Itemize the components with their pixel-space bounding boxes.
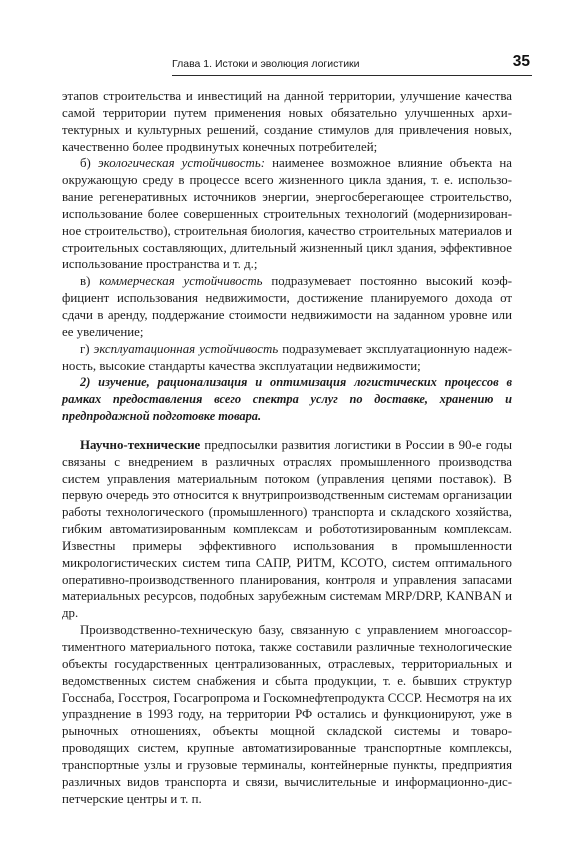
paragraph-commercial: [62, 273, 512, 340]
paragraph-operational: [62, 341, 512, 375]
paragraph-scientific-technical: [62, 437, 512, 622]
page-header: [172, 53, 532, 76]
body-text: [62, 88, 512, 807]
paragraph-continuation: этапов строительства и инвестиций на данной территории, улучшение качества самой территории путем применения новых обязательно улучшенных архитектурных и культурных решений, создание стимулов для привлечения новых, качественно более продвинутых конечных потребителей;: [62, 89, 512, 154]
term-commercial-sustainability: коммерческая устойчивость: [99, 274, 263, 289]
paragraph-text: предпосылки развития логистики в России в 90-е годы связаны с внедрением в различных отраслях промышленного производства систем управления материальным потоком (управления цепями поставок). В первую очередь это относится к внутрипроизводственным системам организации работы технологического (промышленного) транспорта и складского хозяйства, гибким автоматизированным комплексам и робототизированным комплексам. Известны примеры эффективного использования в промышленности микрологистических систем типа САПР, РИТМ, КСОТО, систем оптимального оперативно-производственного планирования, контроля и управления запасами материальных ресурсов, подобных зарубежным системам MRP/DRP, KANBAN и др.: [62, 437, 512, 621]
list-marker: в): [80, 274, 100, 289]
paragraph-ecological: [62, 155, 512, 273]
term-operational-sustainability: эксплуатационная устойчивость: [93, 341, 279, 356]
paragraph-text: подразумевает эксплуатационную надежность, высокие стандарты качества эксплуатации недвижимости;: [62, 341, 512, 373]
paragraph-production-base: Производственно-техническую базу, связанную с управлением многоассортиментного материального потока, также составили различные технологические объекты государственных централизованных, отраслевых, территориальных и ведомственных систем снабжения и сбыта продукции, т. е. бывших структур Госснаба, Госстроя, Госагропрома и Госкомнефтепродукта СССР. Несмотря на их упразднение в 1993 году, на территории РФ остались и функционируют, уже в рыночных отношениях, объекты мощной складской системы и товаропроводящих систем, крупные автоматизированные транспортные комплексы, транспортные узлы и грузовые терминалы, контейнерные пункты, предприятия различных видов транспорта и связи, вычислительные и информационно-диспетчерские центры и т. п.: [62, 623, 512, 806]
paragraph-text: наименее возможное влияние объекта на окружающую среду в процессе всего жизненного цикла здания, т. е. использование регенеративных источников энергии, энергосберегающее строительство, использование более совершенных строительных технологий (модернизированное строительство), строительная биология, качество строительных материалов и строительных составляющих, длительный жизненный цикл здания, эффективное использование пространства и т. д.;: [62, 156, 512, 272]
paragraph-logistics-processes: 2) изучение, рационализация и оптимизация логистических процессов в рамках предоставления всего спектра услуг по доставке, хранению и предпродажной подготовке товара.: [62, 375, 512, 424]
list-marker: б): [80, 156, 98, 171]
paragraph-text: подразумевает постоянно высокий коэффициент использования недвижимости, достижение планируемого дохода от сдачи в аренду, поддержание стоимости недвижимости на заданном уровне или ее увеличение;: [62, 274, 512, 339]
running-title: Глава 1. Истоки и эволюция логистики: [172, 58, 360, 70]
list-marker: г): [80, 341, 94, 356]
term-scientific-technical: Научно-технические: [80, 437, 201, 452]
term-ecological-sustainability: экологическая устойчивость:: [97, 156, 265, 171]
page-number: 35: [512, 53, 530, 70]
